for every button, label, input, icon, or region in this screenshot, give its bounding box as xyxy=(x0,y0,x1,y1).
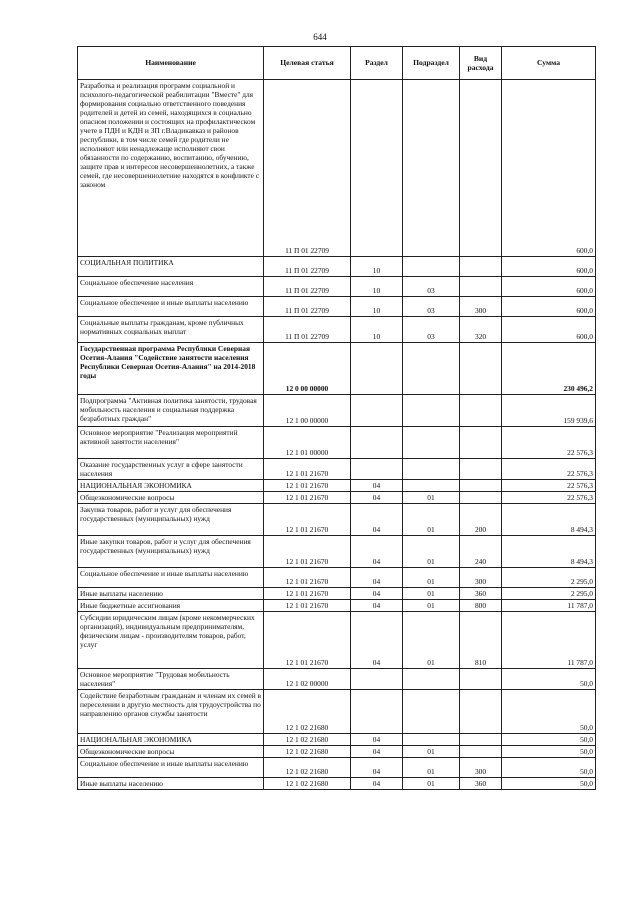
row-name: Общеэкономические вопросы xyxy=(78,746,264,758)
row-expense-type: 800 xyxy=(460,600,502,612)
row-target-article: 12 1 01 21670 xyxy=(264,600,351,612)
table-row xyxy=(78,343,596,395)
row-target-article: 12 1 02 21680 xyxy=(264,734,351,746)
row-name: Основное мероприятие "Реализация мероприятий активной занятости населения" xyxy=(78,427,264,459)
row-name: Социальные выплаты гражданам, кроме публичных нормативных социальных выплат xyxy=(78,317,264,343)
row-expense-type xyxy=(460,80,502,257)
row-sum: 50,0 xyxy=(502,690,596,734)
row-expense-type xyxy=(460,492,502,504)
row-expense-type xyxy=(460,669,502,690)
row-target-article: 12 1 01 21670 xyxy=(264,504,351,536)
row-section xyxy=(351,459,403,480)
row-section: 04 xyxy=(351,746,403,758)
row-section xyxy=(351,343,403,395)
row-section xyxy=(351,80,403,257)
row-target-article: 12 1 01 21670 xyxy=(264,459,351,480)
row-subsection xyxy=(403,395,460,427)
row-subsection: 01 xyxy=(403,568,460,588)
row-sum: 50,0 xyxy=(502,778,596,790)
row-sum: 50,0 xyxy=(502,758,596,778)
row-name: Разработка и реализация программ социальной и психолого-педагогической реабилитации "Вместе" для формирования социально ответственного поведения родителей и детей из семей, находящихся в социально опасном положении и состоящих на профилактическом учете в ПДН и КДН и ЗП г.Владикавказ и районов республики, в том числе семей где родители не исполняют или ненадлежаще исполняют свои обязанности по содержанию, воспитанию, обучению, защите прав и интересов несовершеннолетних, а также семей, где несовершеннолетние находятся в конфликте с законом xyxy=(78,80,264,257)
row-section: 04 xyxy=(351,588,403,600)
row-expense-type xyxy=(460,257,502,277)
row-section: 04 xyxy=(351,778,403,790)
table-row xyxy=(78,568,596,588)
row-sum: 2 295,0 xyxy=(502,588,596,600)
row-expense-type xyxy=(460,734,502,746)
row-sum: 11 787,0 xyxy=(502,612,596,669)
table-row xyxy=(78,492,596,504)
row-sum: 11 787,0 xyxy=(502,600,596,612)
table-row xyxy=(78,80,596,257)
row-name: Иные выплаты населению xyxy=(78,778,264,790)
row-sum: 50,0 xyxy=(502,669,596,690)
row-name: Социальное обеспечение и иные выплаты населению xyxy=(78,568,264,588)
table-row xyxy=(78,395,596,427)
row-subsection xyxy=(403,669,460,690)
table-row xyxy=(78,690,596,734)
row-subsection xyxy=(403,480,460,492)
table-row xyxy=(78,600,596,612)
row-expense-type: 810 xyxy=(460,612,502,669)
row-target-article: 12 1 00 00000 xyxy=(264,395,351,427)
row-target-article: 12 1 01 21670 xyxy=(264,568,351,588)
table-row xyxy=(78,459,596,480)
row-name: Иные бюджетные ассигнования xyxy=(78,600,264,612)
row-section xyxy=(351,427,403,459)
row-name: Содействие безработным гражданам и членам их семей в переселении в другую местность для трудоустройства по направлению органов службы занятости xyxy=(78,690,264,734)
row-expense-type: 320 xyxy=(460,317,502,343)
row-section: 04 xyxy=(351,600,403,612)
row-subsection xyxy=(403,459,460,480)
row-target-article: 12 1 01 21670 xyxy=(264,480,351,492)
row-target-article: 12 1 02 21680 xyxy=(264,746,351,758)
header-expense-type: Вид расхода xyxy=(460,47,502,80)
row-name: Социальное обеспечение и иные выплаты населению xyxy=(78,297,264,317)
row-sum: 600,0 xyxy=(502,317,596,343)
row-sum: 600,0 xyxy=(502,80,596,257)
row-name: Иные выплаты населению xyxy=(78,588,264,600)
row-section xyxy=(351,690,403,734)
row-subsection: 01 xyxy=(403,746,460,758)
row-sum: 50,0 xyxy=(502,734,596,746)
row-expense-type xyxy=(460,427,502,459)
row-name: Общеэкономические вопросы xyxy=(78,492,264,504)
row-expense-type xyxy=(460,746,502,758)
row-sum: 600,0 xyxy=(502,297,596,317)
row-expense-type xyxy=(460,690,502,734)
row-subsection: 01 xyxy=(403,758,460,778)
row-subsection: 01 xyxy=(403,536,460,568)
row-section: 10 xyxy=(351,297,403,317)
header-name: Наименование xyxy=(78,47,264,80)
row-section: 10 xyxy=(351,277,403,297)
table-row xyxy=(78,778,596,790)
row-name: Государственная программа Республики Северная Осетия-Алания "Содействие занятости населения Республики Северная Осетия-Алания" на 2014-2018 годы xyxy=(78,343,264,395)
row-expense-type: 360 xyxy=(460,588,502,600)
row-target-article: 12 1 02 00000 xyxy=(264,669,351,690)
row-expense-type xyxy=(460,395,502,427)
row-subsection: 03 xyxy=(403,297,460,317)
row-target-article: 11 Π 01 22709 xyxy=(264,317,351,343)
row-section: 10 xyxy=(351,257,403,277)
row-expense-type xyxy=(460,343,502,395)
row-section: 04 xyxy=(351,480,403,492)
row-name: Социальное обеспечение и иные выплаты населению xyxy=(78,758,264,778)
row-name: НАЦИОНАЛЬНАЯ ЭКОНОМИКА xyxy=(78,480,264,492)
row-sum: 22 576,3 xyxy=(502,459,596,480)
row-sum: 2 295,0 xyxy=(502,568,596,588)
row-subsection: 01 xyxy=(403,504,460,536)
header-subsection: Подраздел xyxy=(403,47,460,80)
row-name: Оказание государственных услуг в сфере занятости населения xyxy=(78,459,264,480)
row-target-article: 12 1 02 21680 xyxy=(264,758,351,778)
table-row xyxy=(78,746,596,758)
table-row xyxy=(78,536,596,568)
table-row xyxy=(78,504,596,536)
row-subsection xyxy=(403,257,460,277)
row-subsection: 03 xyxy=(403,277,460,297)
row-target-article: 12 0 00 00000 xyxy=(264,343,351,395)
row-sum: 50,0 xyxy=(502,746,596,758)
row-section: 10 xyxy=(351,317,403,343)
row-expense-type xyxy=(460,480,502,492)
row-expense-type: 360 xyxy=(460,778,502,790)
table-row xyxy=(78,427,596,459)
row-section: 04 xyxy=(351,504,403,536)
row-subsection xyxy=(403,734,460,746)
row-target-article: 12 1 01 00000 xyxy=(264,427,351,459)
page-number: 644 xyxy=(313,32,327,42)
row-subsection: 03 xyxy=(403,317,460,343)
table-body xyxy=(78,80,596,790)
row-subsection: 01 xyxy=(403,492,460,504)
row-name: Основное мероприятие "Трудовая мобильность населения" xyxy=(78,669,264,690)
row-section xyxy=(351,669,403,690)
row-subsection xyxy=(403,427,460,459)
header-section: Раздел xyxy=(351,47,403,80)
row-sum: 8 494,3 xyxy=(502,536,596,568)
row-sum: 600,0 xyxy=(502,257,596,277)
row-expense-type xyxy=(460,277,502,297)
row-section xyxy=(351,395,403,427)
row-target-article: 11 Π 01 22709 xyxy=(264,297,351,317)
table-row xyxy=(78,480,596,492)
row-name: НАЦИОНАЛЬНАЯ ЭКОНОМИКА xyxy=(78,734,264,746)
row-name: Закупка товаров, работ и услуг для обеспечения государственных (муниципальных) нужд xyxy=(78,504,264,536)
row-section: 04 xyxy=(351,568,403,588)
row-subsection: 01 xyxy=(403,588,460,600)
row-name: Подпрограмма "Активная политика занятости, трудовая мобильность населения и социальная поддержка безработных граждан" xyxy=(78,395,264,427)
row-section: 04 xyxy=(351,758,403,778)
table-row xyxy=(78,297,596,317)
table-row xyxy=(78,612,596,669)
row-expense-type: 300 xyxy=(460,758,502,778)
table-row xyxy=(78,734,596,746)
header-sum: Сумма xyxy=(502,47,596,80)
table-header-row xyxy=(78,47,596,80)
row-target-article: 12 1 01 21670 xyxy=(264,588,351,600)
table-row xyxy=(78,257,596,277)
table-row xyxy=(78,317,596,343)
row-subsection: 01 xyxy=(403,612,460,669)
row-subsection xyxy=(403,80,460,257)
table-row xyxy=(78,758,596,778)
row-subsection xyxy=(403,690,460,734)
row-sum: 22 576,3 xyxy=(502,480,596,492)
row-target-article: 11 Π 01 22709 xyxy=(264,277,351,297)
row-target-article: 12 1 02 21680 xyxy=(264,690,351,734)
row-name: Социальное обеспечение населения xyxy=(78,277,264,297)
row-name: СОЦИАЛЬНАЯ ПОЛИТИКА xyxy=(78,257,264,277)
row-target-article: 11 Π 01 22709 xyxy=(264,80,351,257)
row-sum: 22 576,3 xyxy=(502,427,596,459)
row-section: 04 xyxy=(351,734,403,746)
row-expense-type: 300 xyxy=(460,568,502,588)
row-name: Иные закупки товаров, работ и услуг для обеспечения государственных (муниципальных) нужд xyxy=(78,536,264,568)
row-target-article: 12 1 01 21670 xyxy=(264,492,351,504)
row-section: 04 xyxy=(351,612,403,669)
row-sum: 8 494,3 xyxy=(502,504,596,536)
row-target-article: 11 Π 01 22709 xyxy=(264,257,351,277)
row-sum: 22 576,3 xyxy=(502,492,596,504)
row-subsection: 01 xyxy=(403,778,460,790)
header-target-article: Целевая статья xyxy=(264,47,351,80)
row-expense-type: 300 xyxy=(460,297,502,317)
row-section: 04 xyxy=(351,536,403,568)
row-subsection: 01 xyxy=(403,600,460,612)
row-subsection xyxy=(403,343,460,395)
row-target-article: 12 1 02 21680 xyxy=(264,778,351,790)
row-target-article: 12 1 01 21670 xyxy=(264,536,351,568)
row-sum: 600,0 xyxy=(502,277,596,297)
table-row xyxy=(78,277,596,297)
row-sum: 159 939,6 xyxy=(502,395,596,427)
row-expense-type: 240 xyxy=(460,536,502,568)
row-expense-type xyxy=(460,459,502,480)
row-name: Субсидии юридическим лицам (кроме некоммерческих организаций), индивидуальным предпринимателям, физическим лицам - производителям товаров, работ, услуг xyxy=(78,612,264,669)
row-target-article: 12 1 01 21670 xyxy=(264,612,351,669)
budget-table xyxy=(77,46,596,790)
table-row xyxy=(78,669,596,690)
table-row xyxy=(78,588,596,600)
row-section: 04 xyxy=(351,492,403,504)
row-expense-type: 200 xyxy=(460,504,502,536)
row-sum: 230 496,2 xyxy=(502,343,596,395)
